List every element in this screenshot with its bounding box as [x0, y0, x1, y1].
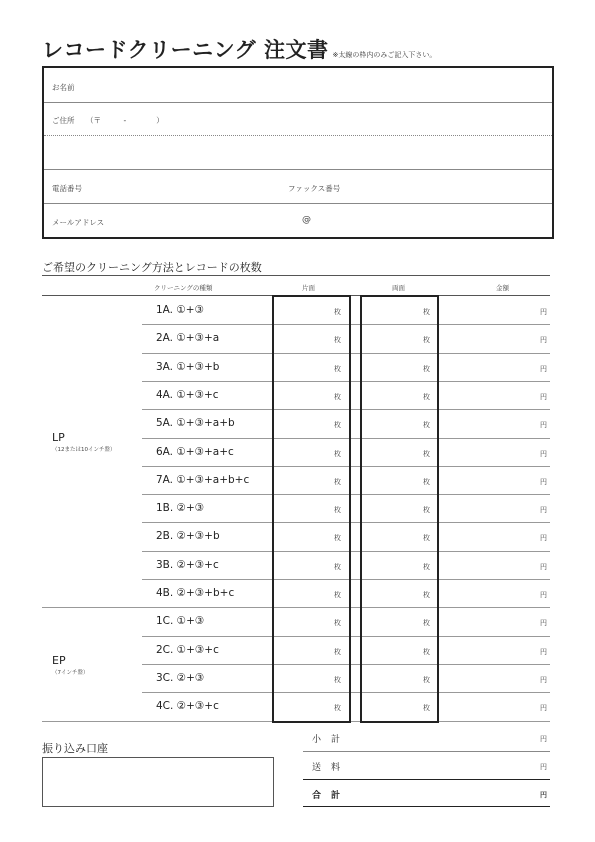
row-type-label: 5A. ①+③+a+b	[156, 417, 235, 430]
row-type-label: 2C. ①+③+c	[156, 643, 219, 656]
amount-unit: 円	[540, 647, 547, 656]
address-label: ご住所	[52, 116, 75, 125]
amount-unit: 円	[540, 392, 547, 401]
email-at-sign: @	[302, 215, 311, 225]
count-double-unit[interactable]: 枚	[423, 534, 430, 543]
phone-fax-row	[44, 169, 552, 204]
row-type-label: 4B. ②+③+b+c	[156, 587, 235, 599]
subtotal-rule	[303, 751, 550, 752]
title-note: ※太線の枠内のみご記入下さい。	[332, 51, 437, 59]
total-rule	[303, 806, 550, 807]
row-type-label: 4A. ①+③+c	[156, 388, 219, 401]
shipping-unit: 円	[540, 763, 547, 771]
group-lp-name: LP	[52, 431, 65, 444]
row-type-label: 2A. ①+③+a	[156, 332, 220, 345]
count-single-unit[interactable]: 枚	[334, 647, 341, 656]
count-double-unit[interactable]: 枚	[423, 591, 430, 599]
amount-unit: 円	[540, 421, 547, 430]
row-type-label: 6A. ①+③+a+c	[156, 445, 234, 458]
amount-unit: 円	[540, 364, 547, 373]
postal-code-field[interactable]: （〒 - ）	[86, 116, 164, 125]
amount-unit: 円	[540, 591, 547, 599]
row-type-label: 3B. ②+③+c	[156, 558, 219, 571]
count-single-unit[interactable]: 枚	[334, 392, 341, 401]
group-lp	[52, 431, 116, 453]
row-type-label: 2B. ②+③+b	[156, 530, 220, 543]
count-single-unit[interactable]: 枚	[334, 704, 341, 713]
row-type-label: 1C. ①+③	[156, 615, 205, 628]
count-single-unit[interactable]: 枚	[334, 562, 341, 571]
group-ep	[52, 654, 89, 676]
count-single-unit[interactable]: 枚	[334, 308, 341, 316]
count-single-unit[interactable]: 枚	[334, 449, 341, 458]
count-double-unit[interactable]: 枚	[423, 675, 430, 684]
fax-label: ファックス番号	[288, 184, 341, 193]
shipping-rule	[303, 779, 550, 780]
single-side-column	[272, 295, 351, 723]
table-top-rule	[42, 275, 550, 276]
row-type-label: 1A. ①+③	[156, 304, 204, 316]
bank-account-title: 振り込み口座	[42, 742, 108, 755]
count-double-unit[interactable]: 枚	[423, 364, 430, 373]
phone-label: 電話番号	[52, 184, 82, 193]
count-double-unit[interactable]: 枚	[423, 449, 430, 458]
count-double-unit[interactable]: 枚	[423, 562, 430, 571]
header-double: 両面	[392, 284, 405, 292]
count-single-unit[interactable]: 枚	[334, 364, 341, 373]
group-ep-sub: （7インチ盤）	[52, 670, 89, 676]
count-single-unit[interactable]: 枚	[334, 477, 341, 486]
header-single: 片面	[302, 284, 315, 292]
count-double-unit[interactable]: 枚	[423, 392, 430, 401]
count-double-unit[interactable]: 枚	[423, 647, 430, 656]
count-double-unit[interactable]: 枚	[423, 336, 430, 345]
amount-unit: 円	[540, 477, 547, 486]
count-single-unit[interactable]: 枚	[334, 421, 341, 430]
count-single-unit[interactable]: 枚	[334, 591, 341, 599]
address-line-row[interactable]	[44, 135, 552, 170]
count-double-unit[interactable]: 枚	[423, 704, 430, 713]
row-type-label: 4C. ②+③+c	[156, 700, 219, 713]
amount-unit: 円	[540, 675, 547, 684]
name-row[interactable]	[44, 68, 552, 103]
amount-unit: 円	[540, 562, 547, 571]
section-title: ご希望のクリーニング方法とレコードの枚数	[42, 261, 262, 274]
count-single-unit[interactable]: 枚	[334, 619, 341, 628]
count-double-unit[interactable]: 枚	[423, 506, 430, 515]
total-label: 合計	[312, 791, 351, 801]
amount-unit: 円	[540, 704, 547, 713]
double-side-column	[360, 295, 439, 723]
count-double-unit[interactable]: 枚	[423, 477, 430, 486]
count-single-unit[interactable]: 枚	[334, 506, 341, 515]
email-row[interactable]	[44, 203, 552, 237]
row-type-label: 3C. ②+③	[156, 671, 205, 684]
amount-unit: 円	[540, 506, 547, 515]
amount-unit: 円	[540, 619, 547, 628]
subtotal-unit: 円	[540, 735, 547, 743]
row-type-label: 1B. ②+③	[156, 502, 205, 515]
header-type: クリーニングの種類	[154, 284, 213, 292]
count-double-unit[interactable]: 枚	[423, 308, 430, 316]
count-double-unit[interactable]: 枚	[423, 619, 430, 628]
amount-unit: 円	[540, 336, 547, 345]
count-single-unit[interactable]: 枚	[334, 336, 341, 345]
name-label: お名前	[52, 83, 75, 92]
bank-account-box	[42, 757, 274, 807]
header-amount: 金額	[496, 284, 509, 292]
row-type-label: 3A. ①+③+b	[156, 360, 220, 373]
count-single-unit[interactable]: 枚	[334, 534, 341, 543]
customer-info-box	[42, 66, 554, 239]
group-lp-sub: （12または10インチ盤）	[52, 447, 116, 453]
email-label: メールアドレス	[52, 218, 105, 227]
count-single-unit[interactable]: 枚	[334, 675, 341, 684]
amount-unit: 円	[540, 449, 547, 458]
amount-unit: 円	[540, 308, 547, 316]
row-type-label: 7A. ①+③+a+b+c	[156, 473, 250, 486]
address-row[interactable]	[44, 102, 552, 136]
count-double-unit[interactable]: 枚	[423, 421, 430, 430]
group-ep-name: EP	[52, 654, 66, 667]
amount-unit: 円	[540, 534, 547, 543]
total-unit: 円	[540, 791, 547, 799]
subtotal-label: 小計	[312, 735, 351, 745]
page-title: レコードクリーニング 注文書 ※太線の枠内のみご記入下さい。	[42, 38, 437, 62]
shipping-label: 送料	[312, 763, 351, 773]
